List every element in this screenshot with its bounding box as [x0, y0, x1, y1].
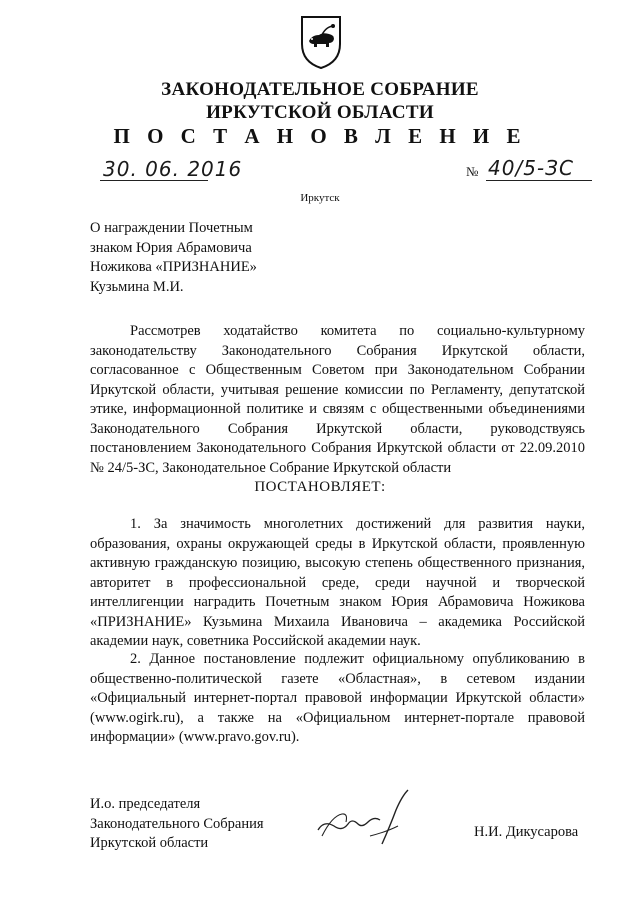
- organization-name-line1: ЗАКОНОДАТЕЛЬНОЕ СОБРАНИЕ: [161, 79, 479, 100]
- city-name: Иркутск: [300, 192, 340, 204]
- handwritten-signature: [312, 786, 427, 848]
- resolves-heading: ПОСТАНОВЛЯЕТ:: [254, 479, 386, 495]
- number-sign: №: [466, 164, 479, 179]
- coat-of-arms-icon: [299, 14, 343, 70]
- signatory-title-line: И.о. председателя: [90, 796, 201, 812]
- signatory-title-line: Иркутской области: [90, 835, 209, 851]
- signatory-name: Н.И. Дикусарова: [474, 824, 579, 840]
- signatory-title-line: Законодательного Собрания: [90, 815, 264, 832]
- resolution-item-2: 2. Данное постановление подлежит официальному опубликованию в общественно-политической газете «Областная», в сетевом издании «Официальный интернет-портал правовой информации Иркутской области» (www.ogirk.ru), а также на «Официальном интернет-портале правовой информации» (www.pravo.gov.ru).: [90, 651, 585, 745]
- date-underline: [100, 180, 208, 181]
- document-type-title: П О С Т А Н О В Л Е Н И Е: [113, 124, 527, 148]
- signatory-title: [90, 795, 264, 854]
- subject-line: О награждении Почетным: [90, 220, 253, 236]
- subject-line: Ножикова «ПРИЗНАНИЕ»: [90, 259, 257, 275]
- resolution-item-1: 1. За значимость многолетних достижений для развития науки, образования, охраны окружающей среды в Иркутской области, проявленную активную гражданскую позицию, высокую степень общественного признания, авторитет в профессиональной среде, среди научной и творческой интеллигенции наградить Почетным знаком Юрия Абрамовича Ножикова «ПРИЗНАНИЕ» Кузьмина Михаила Ивановича – академика Российской академии наук, советника Российской академии наук.: [90, 516, 585, 649]
- document-number: 40/5-ЗС: [488, 156, 574, 180]
- subject-line: Кузьмина М.И.: [90, 278, 184, 295]
- preamble-paragraph: Рассмотрев ходатайство комитета по социально-культурному законодательству Законодательного Собрания Иркутской области, согласованное с Общественным Советом при Законодательном Собрании Иркутской области, учитывая решение комиссии по Регламенту, депутатской этике, информационной политике и связям с общественными объединениями Законодательного Собрания Иркутской области, руководствуясь постановлением Законодательного Собрания Иркутской области от 22.09.2010 № 24/5-ЗС, Законодательное Собрание Иркутской области: [90, 323, 585, 476]
- document-subject: [90, 219, 278, 297]
- organization-name-line2: ИРКУТСКОЙ ОБЛАСТИ: [206, 102, 434, 123]
- document-date: 30. 06. 2016: [103, 157, 243, 181]
- subject-line: знаком Юрия Абрамовича: [90, 239, 252, 256]
- number-underline: [486, 180, 592, 181]
